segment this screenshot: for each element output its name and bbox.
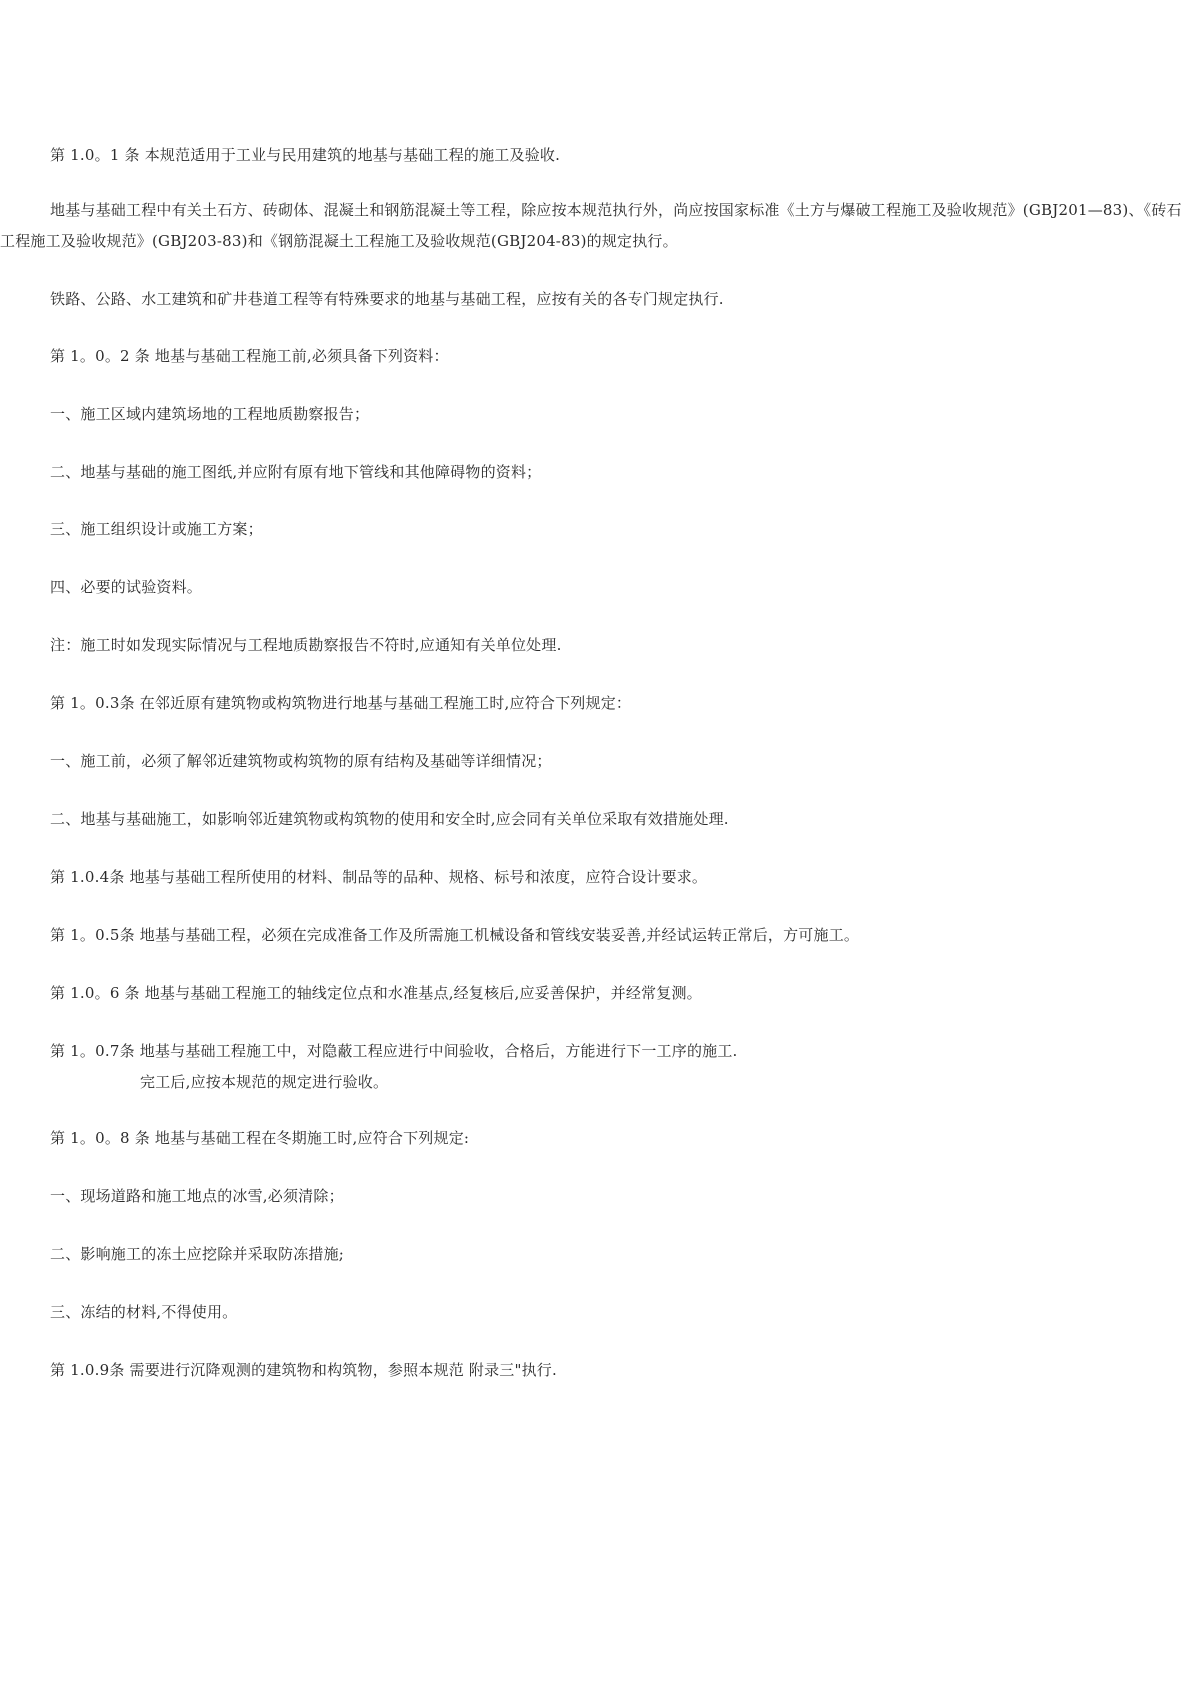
clause-1-0-2: 第 1。0。2 条 地基与基础工程施工前,必须具备下列资料： [50, 347, 449, 365]
list-item: 三、施工组织设计或施工方案； [50, 520, 263, 538]
paragraph-special-projects: 铁路、公路、水工建筑和矿井巷道工程等有特殊要求的地基与基础工程，应按有关的各专门规定执行. [50, 290, 724, 308]
list-item: 一、施工区域内建筑场地的工程地质勘察报告； [50, 405, 370, 423]
clause-1-0-8: 第 1。0。8 条 地基与基础工程在冬期施工时,应符合下列规定: [50, 1129, 470, 1147]
clause-1-0-4: 第 1.0.4条 地基与基础工程所使用的材料、制品等的品种、规格、标号和浓度，应符合设计要求。 [50, 868, 708, 886]
list-item: 二、地基与基础的施工图纸,并应附有原有地下管线和其他障碍物的资料； [50, 463, 542, 481]
list-item: 二、影响施工的冻土应挖除并采取防冻措施; [50, 1245, 345, 1263]
clause-continuation: 完工后,应按本规范的规定进行验收。 [140, 1073, 389, 1091]
list-item: 二、地基与基础施工，如影响邻近建筑物或构筑物的使用和安全时,应会同有关单位采取有效措施处理. [50, 810, 729, 828]
clause-1-0-9: 第 1.0.9条 需要进行沉降观测的建筑物和构筑物，参照本规范 附录三"执行. [50, 1361, 557, 1379]
clause-1-0-5: 第 1。0.5条 地基与基础工程，必须在完成准备工作及所需施工机械设备和管线安装妥善,并经试运转正常后，方可施工。 [50, 926, 860, 944]
note-paragraph: 注：施工时如发现实际情况与工程地质勘察报告不符时,应通知有关单位处理. [50, 636, 562, 654]
list-item: 一、施工前，必须了解邻近建筑物或构筑物的原有结构及基础等详细情况； [50, 752, 552, 770]
clause-1-0-3: 第 1。0.3条 在邻近原有建筑物或构筑物进行地基与基础工程施工时,应符合下列规定： [50, 694, 632, 712]
clause-1-0-1: 第 1.0。1 条 本规范适用于工业与民用建筑的地基与基础工程的施工及验收. [50, 146, 561, 164]
paragraph-related-standards: 地基与基础工程中有关土石方、砖砌体、混凝土和钢筋混凝土等工程，除应按本规范执行外，尚应按国家标准《土方与爆破工程施工及验收规范》(GBJ201—83)、《砖石工程施工及验收规范》(GBJ203-83)和《钢筋混凝土工程施工及验收规范(GBJ204-83)的规定执行。 [0, 201, 1182, 250]
clause-1-0-6: 第 1.0。6 条 地基与基础工程施工的轴线定位点和水准基点,经复核后,应妥善保护，并经常复测。 [50, 984, 702, 1002]
list-item: 三、冻结的材料,不得使用。 [50, 1303, 238, 1321]
list-item: 一、现场道路和施工地点的冰雪,必须清除； [50, 1187, 344, 1205]
clause-1-0-7: 第 1。0.7条 地基与基础工程施工中，对隐蔽工程应进行中间验收，合格后，方能进行下一工序的施工. 完工后,应按本规范的规定进行验收。 [50, 1036, 1150, 1098]
list-item: 四、必要的试验资料。 [50, 578, 203, 596]
